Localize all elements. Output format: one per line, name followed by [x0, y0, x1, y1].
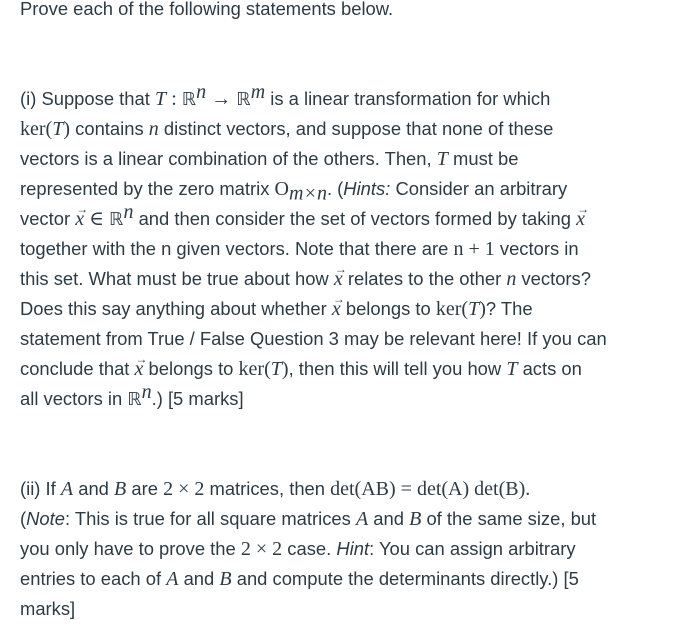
- text: of the same size, but: [426, 508, 597, 529]
- math-R: ℝ: [181, 89, 197, 110]
- hints-label: Hints:: [343, 178, 391, 199]
- text: and then consider the set of vectors formed by taking: [138, 208, 571, 229]
- math-R: ℝ: [109, 209, 124, 230]
- text: acts on: [522, 358, 582, 379]
- math-B: B: [114, 478, 127, 500]
- text: conclude that: [20, 358, 130, 379]
- text: Consider an arbitrary: [395, 178, 568, 199]
- text: must be: [453, 148, 519, 169]
- math-mxn: m×n: [289, 182, 327, 205]
- text-line: conclude that → x belongs to ker(T), then this will tell you how T acts on: [20, 354, 670, 384]
- math-A: A: [60, 478, 74, 500]
- text: all vectors in: [20, 388, 123, 409]
- text-line: [20, 474, 670, 504]
- math-n-plus-1: n + 1: [453, 238, 495, 260]
- text: and: [373, 508, 404, 529]
- text-line: [20, 144, 670, 174]
- text: you only have to prove the: [20, 538, 236, 559]
- math-n: n: [196, 80, 207, 103]
- vector-x: → x: [334, 264, 343, 294]
- math-ker: ker: [238, 358, 265, 380]
- math-2x2: 2 × 2: [240, 538, 283, 560]
- note-label: Note: [26, 508, 65, 529]
- math-R: ℝ: [236, 89, 251, 110]
- text-line: [20, 504, 670, 534]
- math-T: T: [270, 358, 282, 380]
- text: . (: [326, 178, 344, 199]
- problem-part-i: [20, 80, 670, 414]
- part-i-label: (i) Suppose that: [20, 88, 150, 109]
- text: matrices, then: [209, 478, 325, 499]
- text: relates to the other: [347, 268, 502, 289]
- vector-x: → x: [332, 294, 341, 324]
- text: distinct vectors, and suppose that none of these: [163, 118, 554, 139]
- page-heading: Prove each of the following statements below.: [20, 0, 394, 19]
- text: is a linear transformation for which: [270, 88, 551, 109]
- text-line: [20, 80, 670, 114]
- math-n: n: [141, 380, 152, 403]
- text: , then this will tell you how: [288, 358, 502, 379]
- math-arrow: →: [211, 88, 232, 110]
- math-ker: ker: [20, 118, 46, 140]
- text: marks]: [20, 598, 76, 619]
- vector-x: → x: [75, 204, 84, 234]
- vector-x: → x: [135, 354, 144, 384]
- text-line: [20, 264, 670, 294]
- hint-label: Hint: [336, 538, 370, 559]
- math-zero-matrix: O: [274, 178, 289, 200]
- math-det-equation: det(AB) = det(A) det(B).: [330, 478, 531, 500]
- text-line: Does this say anything about whether → x belongs to ker(T)? The: [20, 294, 670, 324]
- vector-x: → x: [576, 204, 585, 234]
- text-line: ker(T) contains n distinct vectors, and suppose that none of these: [20, 118, 554, 140]
- math-T: T: [154, 88, 167, 110]
- math-T: T: [506, 358, 518, 380]
- text: represented by the zero matrix: [20, 178, 270, 199]
- math-R: ℝ: [127, 389, 142, 410]
- text-line: [20, 380, 670, 414]
- math-m: m: [250, 80, 266, 103]
- math-n: n: [148, 118, 159, 140]
- math-n: n: [506, 268, 517, 290]
- math-A: A: [166, 568, 179, 590]
- text: (: [20, 508, 27, 529]
- text: and: [183, 568, 215, 589]
- text: belongs to: [148, 358, 234, 379]
- text: vectors is a linear combination of the others. Then,: [20, 148, 432, 169]
- text: case.: [287, 538, 332, 559]
- math-n: n: [123, 200, 134, 223]
- text: Does this say anything about whether: [20, 298, 327, 319]
- text: : This is true for all square matrices: [64, 508, 351, 529]
- text: .) [5 marks]: [151, 388, 244, 409]
- text: ? The: [485, 298, 533, 319]
- text-line: [20, 534, 670, 564]
- math-ker: ker: [435, 298, 462, 320]
- text: and compute the determinants directly.) [5: [236, 568, 579, 589]
- text: entries to each of: [20, 568, 162, 589]
- text: are: [131, 478, 158, 499]
- math-colon: :: [171, 88, 177, 110]
- text: vectors in: [499, 238, 579, 259]
- math-B: B: [409, 508, 422, 530]
- text: statement from True / False Question 3 may be relevant here! If you can: [20, 328, 607, 349]
- text-line: [20, 564, 670, 594]
- math-T: T: [436, 148, 448, 170]
- math-A: A: [355, 508, 369, 530]
- text: : You can assign arbitrary: [369, 538, 576, 559]
- part-ii-label: (ii) If: [20, 478, 56, 499]
- text: contains: [75, 118, 144, 139]
- math-T: T: [468, 298, 480, 320]
- text-line: [20, 594, 670, 624]
- text-line: [20, 174, 670, 204]
- math-T: T: [52, 118, 64, 140]
- text: together with the n given vectors. Note that there are: [20, 238, 449, 259]
- problem-part-ii: [20, 474, 670, 624]
- text: vector: [20, 208, 71, 229]
- text-line: [20, 200, 670, 234]
- text: belongs to: [345, 298, 431, 319]
- text: this set. What must be true about how: [20, 268, 329, 289]
- text-line: [20, 324, 670, 354]
- math-2x2: 2 × 2: [163, 478, 205, 500]
- text: vectors?: [521, 268, 591, 289]
- text: and: [78, 478, 109, 499]
- math-in: ∈: [89, 208, 105, 230]
- math-B: B: [219, 568, 232, 590]
